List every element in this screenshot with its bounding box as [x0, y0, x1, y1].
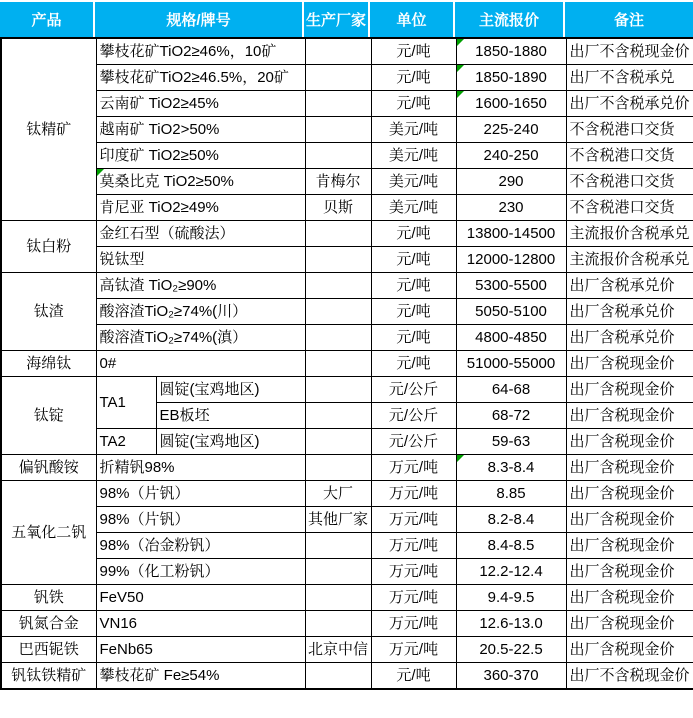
note-cell: 出厂含税现金价 — [566, 559, 693, 585]
header-manufacturer: 生产厂家 — [304, 2, 370, 37]
unit-cell: 万元/吨 — [371, 533, 456, 559]
note-cell: 出厂含税现金价 — [566, 507, 693, 533]
spec-cell: 金红石型（硫酸法） — [96, 221, 305, 247]
table-row — [1, 38, 693, 65]
spec-cell: 酸溶渣TiO₂≥74%(川） — [96, 299, 305, 325]
manufacturer-cell — [305, 455, 371, 481]
green-flag-icon — [97, 169, 104, 176]
table-row — [1, 637, 693, 663]
unit-cell: 元/吨 — [371, 273, 456, 299]
note-cell: 不含税港口交货 — [566, 117, 693, 143]
price-value: 8.3-8.4 — [487, 459, 535, 476]
note-cell: 出厂不含税承兑 — [566, 65, 693, 91]
unit-cell: 万元/吨 — [371, 637, 456, 663]
manufacturer-cell — [305, 273, 371, 299]
price-cell: 5050-5100 — [456, 299, 566, 325]
manufacturer-cell: 其他厂家 — [305, 507, 371, 533]
spec-cell: 折精钒98% — [96, 455, 305, 481]
note-cell: 不含税港口交货 — [566, 195, 693, 221]
price-cell — [456, 38, 566, 65]
table-row — [1, 195, 693, 221]
note-cell: 出厂不含税承兑价 — [566, 91, 693, 117]
note-cell: 出厂含税现金价 — [566, 533, 693, 559]
price-cell: 8.85 — [456, 481, 566, 507]
grade-cell: TA2 — [96, 429, 156, 455]
price-value: 1850-1880 — [475, 43, 547, 60]
table-row — [1, 169, 693, 195]
spec-cell: 99%（化工粉钒） — [96, 559, 305, 585]
green-flag-icon — [457, 455, 464, 462]
spec-cell: 攀枝花矿TiO2≥46.5%，20矿 — [96, 65, 305, 91]
price-cell: 12.2-12.4 — [456, 559, 566, 585]
manufacturer-cell: 北京中信 — [305, 637, 371, 663]
table-row — [1, 533, 693, 559]
unit-cell: 万元/吨 — [371, 481, 456, 507]
spec-cell — [96, 169, 305, 195]
product-cell: 钒钛铁精矿 — [1, 663, 96, 690]
unit-cell: 元/公斤 — [371, 429, 456, 455]
table-row — [1, 143, 693, 169]
manufacturer-cell: 贝斯 — [305, 195, 371, 221]
manufacturer-cell — [305, 299, 371, 325]
manufacturer-cell — [305, 377, 371, 403]
unit-cell: 元/吨 — [371, 221, 456, 247]
table-row — [1, 273, 693, 299]
note-cell: 不含税港口交货 — [566, 169, 693, 195]
unit-cell: 元/吨 — [371, 247, 456, 273]
product-cell: 钛白粉 — [1, 221, 96, 273]
grade-cell: TA1 — [96, 377, 156, 429]
price-table — [0, 37, 693, 690]
unit-cell: 美元/吨 — [371, 195, 456, 221]
unit-cell: 万元/吨 — [371, 611, 456, 637]
manufacturer-cell: 大厂 — [305, 481, 371, 507]
note-cell: 出厂含税承兑价 — [566, 299, 693, 325]
table-row — [1, 91, 693, 117]
spec-cell: 云南矿 TiO2≥45% — [96, 91, 305, 117]
price-value: 1850-1890 — [475, 69, 547, 86]
price-cell: 13800-14500 — [456, 221, 566, 247]
spec-cell: FeV50 — [96, 585, 305, 611]
spec-cell: 98%（片钒） — [96, 507, 305, 533]
spec-value: 莫桑比克 TiO2≥50% — [99, 173, 234, 190]
product-cell: 钛渣 — [1, 273, 96, 351]
note-cell: 出厂含税现金价 — [566, 455, 693, 481]
spec-cell: 98%（冶金粉钒） — [96, 533, 305, 559]
note-cell: 出厂含税承兑价 — [566, 273, 693, 299]
table-row — [1, 221, 693, 247]
price-cell: 240-250 — [456, 143, 566, 169]
manufacturer-cell — [305, 351, 371, 377]
unit-cell: 元/吨 — [371, 663, 456, 690]
manufacturer-cell — [305, 533, 371, 559]
green-flag-icon — [457, 91, 464, 98]
price-cell — [456, 65, 566, 91]
unit-cell: 元/吨 — [371, 91, 456, 117]
price-cell: 9.4-9.5 — [456, 585, 566, 611]
unit-cell: 美元/吨 — [371, 169, 456, 195]
price-cell: 8.2-8.4 — [456, 507, 566, 533]
manufacturer-cell — [305, 247, 371, 273]
unit-cell: 元/吨 — [371, 299, 456, 325]
unit-cell: 元/公斤 — [371, 377, 456, 403]
manufacturer-cell — [305, 429, 371, 455]
price-cell: 12000-12800 — [456, 247, 566, 273]
manufacturer-cell — [305, 117, 371, 143]
manufacturer-cell — [305, 611, 371, 637]
spec-cell: 高钛渣 TiO₂≥90% — [96, 273, 305, 299]
header-unit: 单位 — [370, 2, 455, 37]
spec-cell: 越南矿 TiO2>50% — [96, 117, 305, 143]
product-cell: 钒铁 — [1, 585, 96, 611]
spec-cell: EB板坯 — [156, 403, 305, 429]
unit-cell: 美元/吨 — [371, 143, 456, 169]
manufacturer-cell: 肯梅尔 — [305, 169, 371, 195]
manufacturer-cell — [305, 38, 371, 65]
unit-cell: 万元/吨 — [371, 585, 456, 611]
unit-cell: 元/公斤 — [371, 403, 456, 429]
product-cell: 钛锭 — [1, 377, 96, 455]
manufacturer-cell — [305, 91, 371, 117]
price-cell — [456, 455, 566, 481]
table-row — [1, 429, 693, 455]
table-row — [1, 481, 693, 507]
manufacturer-cell — [305, 403, 371, 429]
product-cell: 海绵钛 — [1, 351, 96, 377]
table-row — [1, 325, 693, 351]
header-price: 主流报价 — [455, 2, 565, 37]
table-row — [1, 559, 693, 585]
note-cell: 出厂含税现金价 — [566, 403, 693, 429]
table-row — [1, 585, 693, 611]
price-cell: 360-370 — [456, 663, 566, 690]
unit-cell: 万元/吨 — [371, 455, 456, 481]
product-cell: 偏钒酸铵 — [1, 455, 96, 481]
note-cell: 出厂含税现金价 — [566, 481, 693, 507]
note-cell: 不含税港口交货 — [566, 143, 693, 169]
price-cell: 4800-4850 — [456, 325, 566, 351]
table-row — [1, 377, 693, 403]
price-cell — [456, 91, 566, 117]
manufacturer-cell — [305, 325, 371, 351]
table-row — [1, 663, 693, 690]
table-row — [1, 455, 693, 481]
unit-cell: 万元/吨 — [371, 507, 456, 533]
price-cell: 225-240 — [456, 117, 566, 143]
unit-cell: 元/吨 — [371, 325, 456, 351]
unit-cell: 元/吨 — [371, 65, 456, 91]
price-cell: 59-63 — [456, 429, 566, 455]
manufacturer-cell — [305, 585, 371, 611]
price-cell: 230 — [456, 195, 566, 221]
spec-cell: 圆锭(宝鸡地区) — [156, 429, 305, 455]
note-cell: 出厂不含税现金价 — [566, 663, 693, 690]
table-row — [1, 299, 693, 325]
price-cell: 5300-5500 — [456, 273, 566, 299]
green-flag-icon — [457, 39, 464, 46]
note-cell: 出厂含税现金价 — [566, 351, 693, 377]
table-row — [1, 117, 693, 143]
price-cell: 8.4-8.5 — [456, 533, 566, 559]
note-cell: 出厂含税现金价 — [566, 429, 693, 455]
table-row — [1, 247, 693, 273]
unit-cell: 万元/吨 — [371, 559, 456, 585]
green-flag-icon — [457, 65, 464, 72]
unit-cell: 美元/吨 — [371, 117, 456, 143]
manufacturer-cell — [305, 143, 371, 169]
spec-cell: 0# — [96, 351, 305, 377]
product-cell: 巴西铌铁 — [1, 637, 96, 663]
header-product: 产品 — [0, 2, 95, 37]
header-note: 备注 — [565, 2, 693, 37]
spec-cell: 印度矿 TiO2≥50% — [96, 143, 305, 169]
spec-cell: 圆锭(宝鸡地区) — [156, 377, 305, 403]
manufacturer-cell — [305, 221, 371, 247]
spec-cell: 酸溶渣TiO₂≥74%(滇） — [96, 325, 305, 351]
note-cell: 出厂含税现金价 — [566, 637, 693, 663]
price-value: 1600-1650 — [475, 95, 547, 112]
price-cell: 20.5-22.5 — [456, 637, 566, 663]
price-cell: 290 — [456, 169, 566, 195]
unit-cell: 元/吨 — [371, 38, 456, 65]
spec-cell: 攀枝花矿TiO2≥46%，10矿 — [96, 38, 305, 65]
note-cell: 主流报价含税承兑 — [566, 221, 693, 247]
spec-cell: FeNb65 — [96, 637, 305, 663]
spec-cell: 98%（片钒） — [96, 481, 305, 507]
manufacturer-cell — [305, 65, 371, 91]
price-cell: 64-68 — [456, 377, 566, 403]
note-cell: 主流报价含税承兑 — [566, 247, 693, 273]
product-cell: 五氧化二钒 — [1, 481, 96, 585]
note-cell: 出厂含税现金价 — [566, 611, 693, 637]
spec-cell: 肯尼亚 TiO2≥49% — [96, 195, 305, 221]
product-cell: 钒氮合金 — [1, 611, 96, 637]
price-cell: 12.6-13.0 — [456, 611, 566, 637]
table-row — [1, 65, 693, 91]
unit-cell: 元/吨 — [371, 351, 456, 377]
spec-cell: 攀枝花矿 Fe≥54% — [96, 663, 305, 690]
note-cell: 出厂不含税现金价 — [566, 38, 693, 65]
table-row — [1, 351, 693, 377]
table-row — [1, 507, 693, 533]
note-cell: 出厂含税现金价 — [566, 377, 693, 403]
table-header-row — [0, 0, 693, 37]
header-spec: 规格/牌号 — [95, 2, 304, 37]
price-cell: 51000-55000 — [456, 351, 566, 377]
spec-cell: VN16 — [96, 611, 305, 637]
product-cell: 钛精矿 — [1, 38, 96, 221]
spec-cell: 锐钛型 — [96, 247, 305, 273]
note-cell: 出厂含税现金价 — [566, 585, 693, 611]
note-cell: 出厂含税承兑价 — [566, 325, 693, 351]
price-cell: 68-72 — [456, 403, 566, 429]
table-row — [1, 611, 693, 637]
manufacturer-cell — [305, 559, 371, 585]
manufacturer-cell — [305, 663, 371, 690]
